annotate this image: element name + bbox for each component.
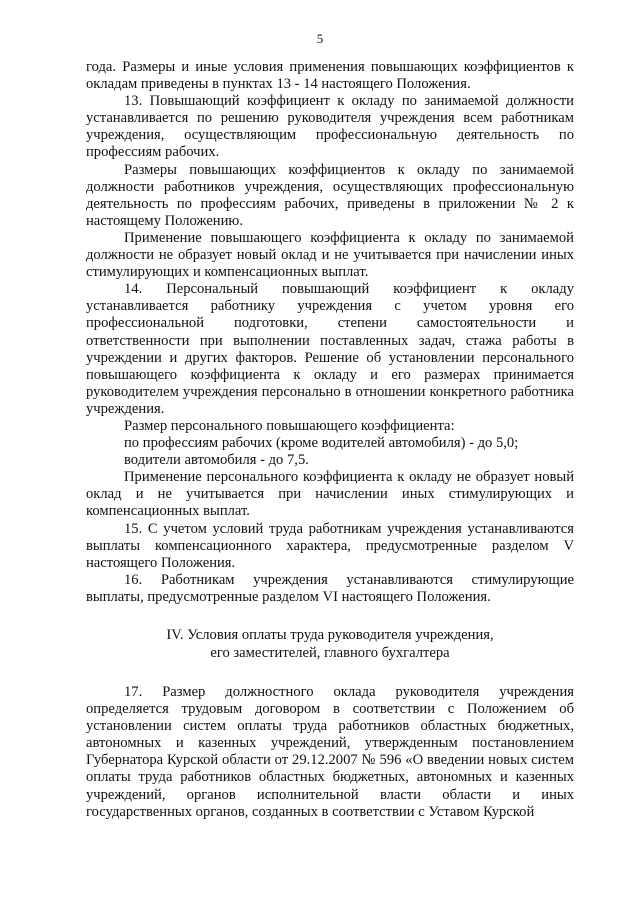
paragraph-continuation: года. Размеры и иные условия применения повышающих коэффициентов к окладам приведены в пунктах 13 - 14 настоящего Положения. [86, 59, 574, 93]
section-heading-line-2: его заместителей, главного бухгалтера [210, 644, 450, 661]
list-item-drivers: водители автомобиля - до 7,5. [124, 452, 309, 469]
section-heading [86, 627, 574, 662]
paragraph-17: 17. Размер должностного оклада руководителя учреждения определяется трудовым договором в соответствии с Положением об установлении систем оплаты труда работников областных бюджетных, автономных и казенных учреждений, утвержденным постановлением Губернатора Курской области от 29.12.2007 № 596 «О введении новых систем оплаты труда работников областных бюджетных, автономных и казенных учреждений, органов исполнительной власти области и иных государственных органов, созданных в соответствии с Уставом Курской [86, 684, 574, 820]
section-heading-line-1: IV. Условия оплаты труда руководителя учреждения, [166, 627, 494, 643]
document-body [86, 59, 574, 821]
paragraph-13-sizes: Размеры повышающих коэффициентов к окладу по занимаемой должности работников учреждения, осуществляющих профессиональную деятельность по профессиям рабочих, приведены в приложении № 2 к настоящему Положению. [86, 161, 574, 229]
paragraph-14: 14. Персональный повышающий коэффициент к окладу устанавливается работнику учреждения с учетом уровня его профессиональной подготовки, степени самостоятельности и ответственности при выполнении поставленных задач, стажа работы в учреждении и других факторов. Решение об установлении персонального повышающего коэффициента к окладу и его размерах принимается руководителем учреждения персонально в отношении конкретного работника учреждения. [86, 281, 574, 417]
paragraph-13: 13. Повышающий коэффициент к окладу по занимаемой должности устанавливается по решению руководителя учреждения всем работникам учреждения, осуществляющим профессиональную деятельность по профессиям рабочих. [86, 93, 574, 161]
list-item-workers: по профессиям рабочих (кроме водителей автомобиля) - до 5,0; [124, 435, 519, 452]
paragraph-13-application: Применение повышающего коэффициента к окладу по занимаемой должности не образует новый оклад и не учитывается при начислении иных стимулирующих и компенсационных выплат. [86, 229, 574, 281]
paragraph-14-application: Применение персонального коэффициента к окладу не образует новый оклад и не учитывается при начислении иных стимулирующих и компенсационных выплат. [86, 469, 574, 520]
paragraph-15: 15. С учетом условий труда работникам учреждения устанавливаются выплаты компенсационного характера, предусмотренные разделом V настоящего Положения. [86, 520, 574, 571]
paragraph-16: 16. Работникам учреждения устанавливаются стимулирующие выплаты, предусмотренные разделом VI настоящего Положения. [86, 571, 574, 605]
page-number: 5 [316, 31, 324, 46]
paragraph-14-size: Размер персонального повышающего коэффициента: [124, 417, 455, 434]
